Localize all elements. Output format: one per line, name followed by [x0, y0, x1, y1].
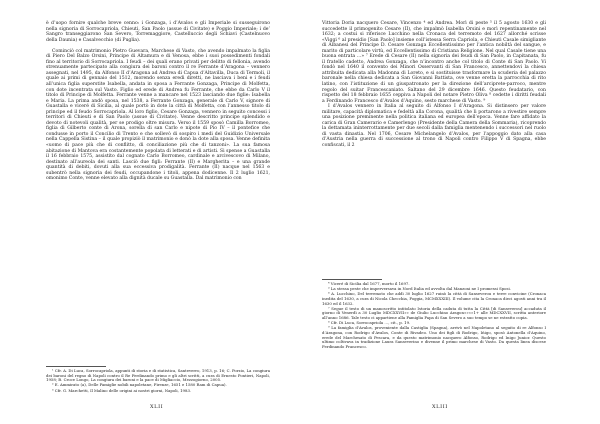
footnote: ⁶ A. Lucchino, Del terremoto che addì 30 luglio 1627 ruinò la città di Sanseverou e terre convicine (Cronaca inedita del 1630, a cura di Nicola Checchia, Foggia, MCMXXXIII). Il volume cita la Cronaca dieci agosti anni tra il 1630 ed il 1632.: [322, 291, 546, 306]
page-number: XLII: [150, 404, 164, 410]
footnote: ⁵ La stessa peste che imperversava in Nord Italia ed avvolta dal Manzoni ne I promessi Sposi.: [328, 286, 511, 292]
right-footnotes: [322, 282, 546, 350]
footnote: ³ Cfr. G. Marchetti, Il Malino delle origini ai nostri giorni, Napoli, 1983.: [52, 387, 192, 393]
footnote: ⁹ La famiglia d’Avalos, proveniente dalla Castiglia (Spagna), arrivò nel Napoletano al seguito di re Alfonso I d’Aragona, con Rodrigo d’Avalos, Conte di Rivadeo. Uno dei figli di Rodrigo, Iñigo, sposò Antonella d’Aquino, erede del Marchesato di Pescara, e da questo matrimonio nacquero Alfonso, Rodrigo ed Inigo Junior. Questo ultimo coltivava in tradizione Laura Sanseverino e divenne il primo marchese di Vasto. Da questa linea discese Ferdinando Francesco.: [322, 325, 546, 349]
footnote: ² E. Ammirato (a), Delle Famiglie nobili napoletane, Firenze, 1651 e 1580 Ram di Capua).: [52, 382, 227, 388]
page-number: XLIII: [432, 404, 448, 410]
footnote: ⁴ Viceré di Sicilia dal 1677, morto il 1697.: [328, 281, 410, 286]
footnote: ¹ Cfr. A. Di Luca, Sorrocapriola, appunti di storia e di statistica, Santeverro, 1913, p. 16; C. Porzio, La congiura dei baroni del regno di Napoli contro il Re Ferdinando primo e gli altri scritti, a cura di Ernesto Pontieri, Napoli, 1958; B. Croce Longo, La congiura dei baroni e la pace di Migliaccio, Mezzogiorno, 2005.: [46, 368, 270, 383]
footnote-rule: [46, 366, 106, 367]
left-footnotes: [46, 369, 270, 394]
footnote: ⁸ Cfr. Di Luca, Sorrocapriola …, cit., p. 19.: [328, 320, 411, 326]
left-paragraph: è d’uopo fornire qualche breve cenno: i Gonzaga, i d’Avalos e gli Imperiale si susseguirono nella signoria di Sorrocapriola, Chieuti, San Paolo (assue di Civitate) e Poggio Imperiale; i de’ Sangro transeggiarono San Severo, Torremaggiore, Castelluccio degli Schiavi (Castelnuovo della Daunia) e Casalvecchio (di Puglia).: [46, 21, 270, 43]
right-paragraph: I d’Avalos vennero in Italia al seguito di Alfonso I d’Aragona. Si distinsero per valore militare, capacità diplomatica e fedeltà alla Corona, qualità che li portarono a rivestire sempre una posizione preminente nella politica italiana ed europea dell’epoca. Venne fare affidato la carica di Gran Camerario e Camerlengo (Presidente della Camera della Sommaria), ricoprendo la dettamata ininterrottamente per due secoli dalla famiglia mentenendo i successori nel ruolo di vasta dinastia. Nel 1706, Cesare Michelangelo d’Avalos, per l’appoggio dato alla casa d’Austria nella guerra di successione al trono di Napoli contro Filippo V di Spagna, ebbe confiscati, il 2: [322, 104, 546, 149]
footnote-rule: [322, 279, 382, 280]
left-body-text: [46, 21, 270, 182]
right-page: [300, 0, 600, 424]
right-body-text: [322, 21, 546, 149]
footnote: ⁷ Segue il testo di un manoscritto intitolato Istoria della caduta di tutta la Città [di Sanseverou] accaduta il giorno di Venerdì a 30 Luglio MDCXXVII»» de Giulio Lucchino Aragon«»«»1+ alle MDCXXVII, scritta anteriore all’anno 1686. Tale testo ci appartiene alla Famiglia Papa di San Severo a suo tempo se ne estratto copia.: [322, 305, 546, 320]
left-paragraph: Cominciò col matrimonio Pietro Guevara, Marchese di Vasto, che avendo impalmato la figlia di Piero Del Balzo Orsini, Principe di Altamura e di Venosa, ebbe i suoi possedimenti fondali fino al territorio di Sorrocapriola. I feudi – dei quali erano privati per delitto di fellonia, avendo strenuamente partecipato alla congiura dei baroni contro il re Ferrante d’Aragona – vennero assegnati, nel 1495, da Alfonso II d’Aragona ad Andrea di Capua d’Altavilla, Duca di Termoli, il quale ai primi di gennaio del 1512, morendo senza eredi diretti, ne lasciava i beni e i feudi all’unica figlia superstite Isabella, andata in sposa a Ferrante Gonzaga, Principe di Molfetta, con dote incentrata sul Vasto. Figlio ed erede di Andrea fu Ferrante, che ebbe da Carlo V il titolo di Principe di Molfetta. Ferrante venne a mancare nel 1523 lasciando due figlie: Isabella e Maria. La prima andò sposa, nel 1538, a Ferrante Gonzaga, generale di Carlo V, signore di Guastalla e viceré di Sicilia, al quale portò in dote la città di Molfetta, con l’annesso titolo di principe ed il feudo Sorrocapriola. Al loro figlio, Cesare Gonzaga, vennero in seguito concessi i territori di Chieuti e di San Paolo (assue di Civitate). Venne descritto principe splendido e devoto di notevoli qualità, per se prodigo oltre misura. Verso il 1559 sposò Camilla Borromeo, figlia di Gilberto conte di Arona, sorella di san Carlo e nipote di Pio IV – il pontefice che condusse in porto il Concilio di Trento e che sollevò di sospiro i medi del Guidizio Universale nella Cappella Sistina – il quale propiziò il matrimonio e donò la dote alla sposa. Venne definita «uomo di pace più che di conflitto, di conciliazione più che di tanzoni». La sua famosa abitazione di Mantova era costantemente popolata di letterati e di artisti. Si spense a Guastalla il 16 febbraio 1575, assistito dal cognato Carlo Borromeo, cardinale e arcivescovo di Milano, destinato all’aureola dei santi. Lasciò due figli: Ferrante (II) e Margherita – e una grande quantità di debiti, dovuti alla sua eccessiva prodigalità. Ferrante (II) nacque nel 1563 e subentrò nella signoria dei feudi, occupandone i titoli, appena dodicenne. Il 2 luglio 1621, omonimo Conte, venne elevato alla dignità ducale su Guastalla. Dal matrimonio con: [46, 48, 270, 182]
right-paragraph: Vittoria Doria nacquero Cesare, Vincenzo ⁴ ed Andrea. Morì di peste ⁵ il 5 agosto 1630 e gli succedette il primogenito Cesare (II), che impalmò Isabella Orsini e morì repentinamente nel 1632; a costui si riferisce Lucchino nella Cronaca del terremoto del 1627 allorché scrisse «Viggi ⁶ al presidio [San Paolo] insieme coll’istessa Serra Capriola, e Chieuti Casale simigliante di Albanesi del Principe D. Cesare Gonzaga Eccellentissimo per l’antica nobiltà del sangue, e marito di particolare virtù, ed Eccellentissimo di Cristiana Religione. Nel qual Casale tiene una buona entrata …» ⁷ Erede di Cesare (II) nella signoria dei feudi di San Paolo, in Capitanata, fu il fratello cadetto, Andrea Gonzaga, che n’incontro anche col titolo di Conte di San Paolo. Vi fondò nel 1640 il convento dei Minori Osservanti di San Francesco, annettendovi la chiesa attribuita dedicata alla Madonna di Loreto, e si sostituisse trasformare la scuderia del palazzo baronale nella chiesa dedicata a San Giovanni Battista, ove venne eretta la parrocchia di rito latino, con l’istituzione di un giuspatronato per la direzione dell’arciprete-parroco, mentre regolo del suitar Francescaniato. Saltano del 29 dicembre 1646. Questo feudatario, con rispetto del 18 febbraio 1655 ceppiva a Napoli del notare Pietro Oliva ⁸ cedette i diritti feudali a Ferdinando Francesco d’Avalos d’Aquino, sesto marchese di Vasto. ⁹: [322, 21, 546, 104]
